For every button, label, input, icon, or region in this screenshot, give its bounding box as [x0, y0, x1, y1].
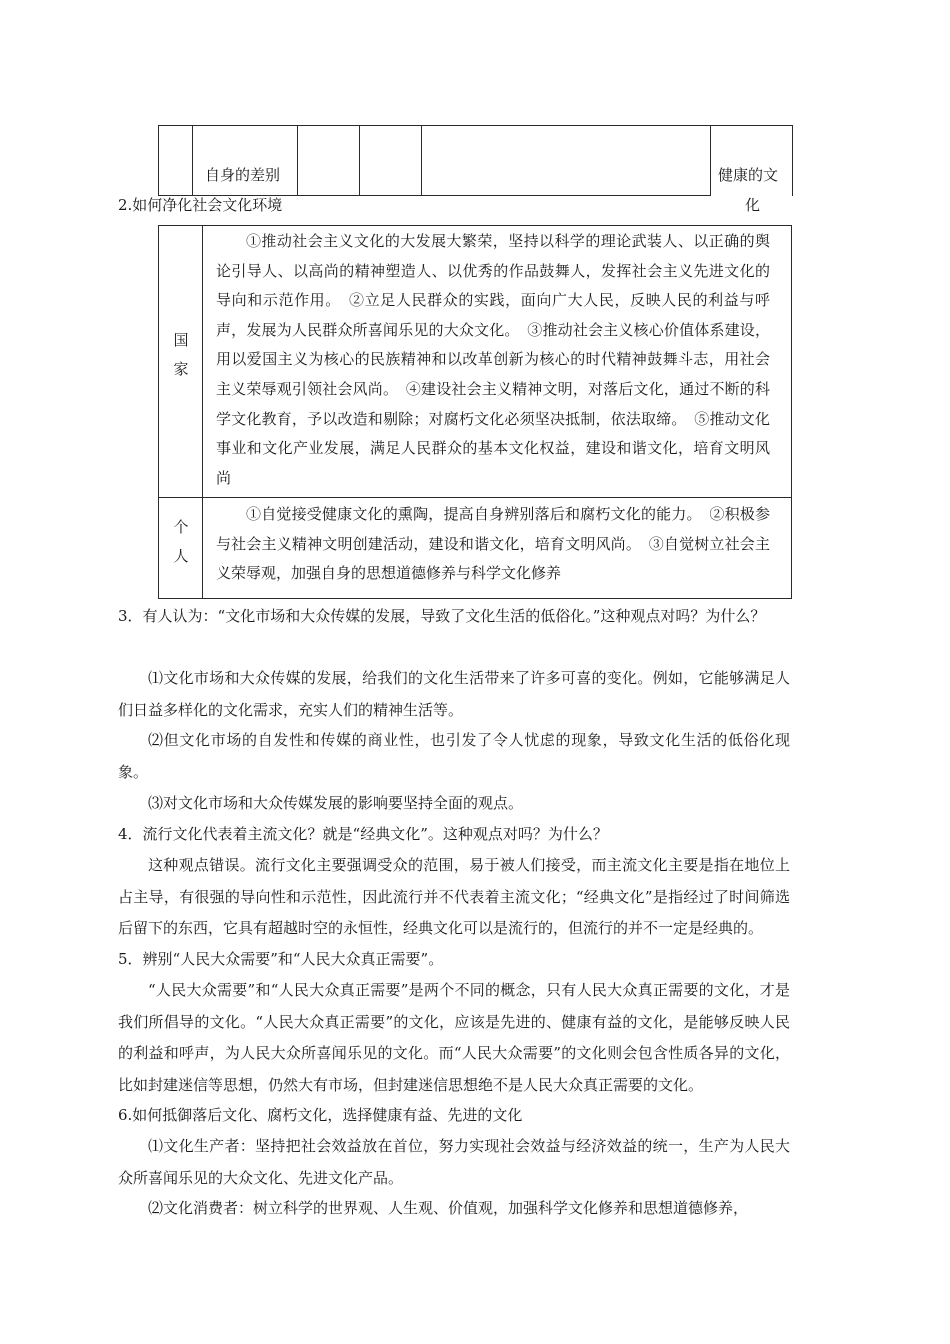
- individual-label: [171, 513, 191, 571]
- q6-point2: ⑵文化消费者：树立科学的世界观、人生观、价值观，加强科学文化修养和思想道德修养，: [148, 1199, 749, 1217]
- q3-point2: ⑵但文化市场的自发性和传媒的商业性，也引发了令人忧虑的现象，导致文化生活的低俗化现象。: [118, 731, 790, 781]
- q5-answer: “人民大众需要”和“人民大众真正需要”是两个不同的概念，只有人民大众真正需要的文化，才是我们所倡导的文化。“人民大众真正需要”的文化，应该是先进的、健康有益的文化，是能够反映人民的利益和呼声，为人民大众所喜闻乐见的文化。而“人民大众需要”的文化则会包含性质各异的文化，比如封建迷信等思想，仍然大有市场，但封建迷信思想绝不是人民大众真正需要的文化。: [118, 981, 790, 1094]
- country-label: [171, 326, 191, 384]
- individual-label-char1: 个: [173, 518, 189, 536]
- cell-healthy-culture-line2: 化: [745, 196, 761, 214]
- q3-question: 3．有人认为：“文化市场和大众传媒的发展，导致了文化生活的低俗化。”这种观点对吗？为什么？: [118, 607, 766, 625]
- country-label-char2: 家: [173, 360, 189, 378]
- q5-question: 5．辨别“人民大众需要”和“人民大众真正需要”。: [118, 950, 444, 968]
- individual-measures: ①自觉接受健康文化的熏陶，提高自身辨别落后和腐朽文化的能力。 ②积极参与社会主义精神文明创建活动，建设和谐文化，培育文明风尚。 ③自觉树立社会主义荣辱观，加强自身的思想道德修养与科学文化修养: [216, 505, 770, 583]
- q3-point3: ⑶对文化市场和大众传媒发展的影响要坚持全面的观点。: [148, 794, 524, 812]
- country-label-char1: 国: [173, 331, 189, 349]
- cell-healthy-culture-line1: 健康的文: [718, 166, 779, 184]
- q3-point1: ⑴文化市场和大众传媒的发展，给我们的文化生活带来了许多可喜的变化。例如，它能够满足人们日益多样化的文化需求，充实人们的精神生活等。: [118, 669, 790, 719]
- q6-question: 6.如何抵御落后文化、腐朽文化，选择健康有益、先进的文化: [118, 1106, 523, 1124]
- q2-heading: 2.如何净化社会文化环境: [118, 196, 283, 214]
- q6-point1: ⑴文化生产者：坚持把社会效益放在首位，努力实现社会效益与经济效益的统一，生产为人民大众所喜闻乐见的大众文化、先进文化产品。: [118, 1137, 790, 1187]
- q4-answer: 这种观点错误。流行文化主要强调受众的范围，易于被人们接受，而主流文化主要是指在地位上占主导，有很强的导向性和示范性，因此流行并不代表着主流文化；“经典文化”是指经过了时间筛选后留下的东西，它具有超越时空的永恒性，经典文化可以是流行的，但流行的并不一定是经典的。: [118, 856, 790, 937]
- cell-self-difference: 自身的差别: [205, 166, 281, 184]
- q4-question: 4．流行文化代表着主流文化？就是“经典文化”。这种观点对吗？为什么？: [118, 825, 608, 843]
- individual-label-char2: 人: [173, 547, 189, 565]
- country-measures: ①推动社会主义文化的大发展大繁荣，坚持以科学的理论武装人、以正确的舆论引导人、以高尚的精神塑造人、以优秀的作品鼓舞人，发挥社会主义先进文化的导向和示范作用。 ②立足人民群众的实践，面向广大人民，反映人民的利益与呼声，发展为人民群众所喜闻乐见的大众文化。 ③推动社会主义核心价值体系建设，用以爱国主义为核心的民族精神和以改革创新为核心的时代精神鼓舞斗志，用社会主义荣辱观引领社会风尚。 ④建设社会主义精神文明，对落后文化，通过不断的科学文化教育，予以改造和剔除；对腐朽文化必须坚决抵制，依法取缔。 ⑤推动文化事业和文化产业发展，满足人民群众的基本文化权益，建设和谐文化，培育文明风尚: [216, 232, 770, 487]
